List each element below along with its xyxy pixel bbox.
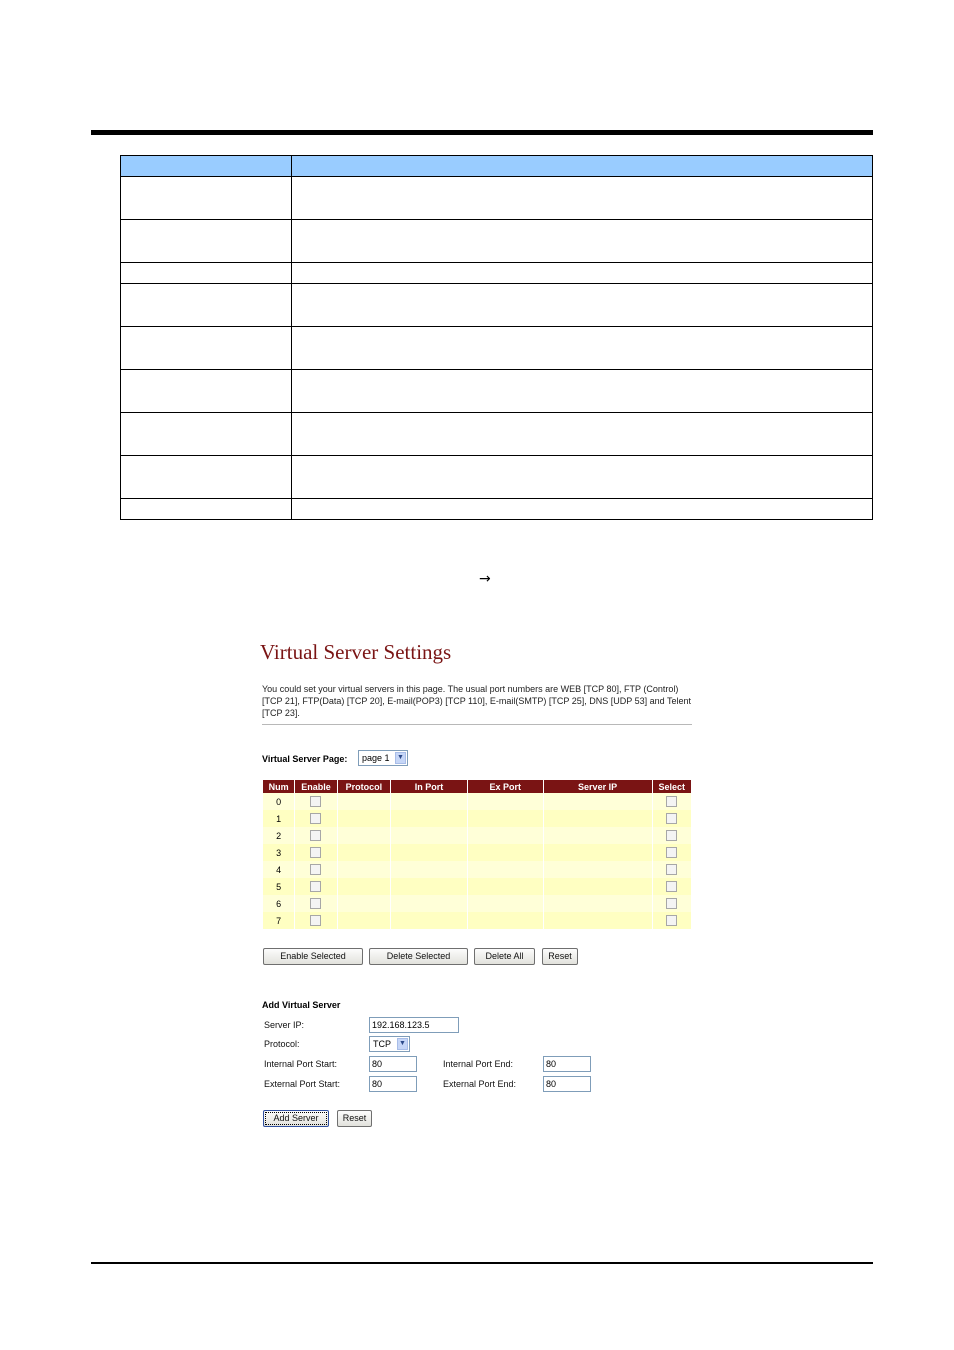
top-rule xyxy=(91,130,873,135)
ex-port-cell xyxy=(468,793,543,810)
select-checkbox-cell xyxy=(653,810,691,827)
protocol-cell xyxy=(338,827,390,844)
description-table-header xyxy=(121,156,873,177)
server-ip-cell xyxy=(544,861,652,878)
external-port-start-input[interactable]: 80 xyxy=(369,1076,417,1092)
enable-checkbox-cell xyxy=(295,895,336,912)
bottom-rule xyxy=(91,1262,873,1264)
chevron-down-icon[interactable]: ▼ xyxy=(397,1038,408,1050)
ex-port-cell xyxy=(468,912,543,929)
select-checkbox[interactable] xyxy=(666,881,677,892)
external-port-end-input[interactable]: 80 xyxy=(543,1076,591,1092)
table-row xyxy=(121,177,873,220)
enable-checkbox-cell xyxy=(295,827,336,844)
enable-checkbox-cell xyxy=(295,793,336,810)
internal-port-start-input[interactable]: 80 xyxy=(369,1056,417,1072)
col-header-protocol: Protocol xyxy=(338,780,390,793)
row-label xyxy=(121,499,292,520)
server-ip-label: Server IP: xyxy=(264,1020,305,1030)
row-description xyxy=(292,284,873,327)
in-port-cell xyxy=(391,810,467,827)
enable-checkbox[interactable] xyxy=(310,796,321,807)
table-row xyxy=(263,878,691,895)
internal-port-end-input[interactable]: 80 xyxy=(543,1056,591,1072)
select-checkbox[interactable] xyxy=(666,796,677,807)
virtual-server-table xyxy=(262,780,692,929)
table-row xyxy=(121,284,873,327)
row-num: 4 xyxy=(263,861,294,878)
in-port-cell xyxy=(391,878,467,895)
ex-port-cell xyxy=(468,810,543,827)
col-header-select: Select xyxy=(653,780,691,793)
reset-form-button[interactable]: Reset xyxy=(337,1110,372,1127)
protocol-select[interactable] xyxy=(369,1036,410,1052)
enable-checkbox[interactable] xyxy=(310,847,321,858)
protocol-select-value: TCP xyxy=(373,1039,391,1049)
protocol-cell xyxy=(338,844,390,861)
divider xyxy=(262,724,692,725)
virtual-server-panel xyxy=(258,640,698,1140)
in-port-cell xyxy=(391,912,467,929)
row-description xyxy=(292,327,873,370)
server-ip-cell xyxy=(544,878,652,895)
server-ip-cell xyxy=(544,793,652,810)
internal-port-start-label: Internal Port Start: xyxy=(264,1059,338,1069)
add-virtual-server-heading: Add Virtual Server xyxy=(262,1000,341,1010)
ex-port-cell xyxy=(468,844,543,861)
delete-all-button[interactable]: Delete All xyxy=(474,948,535,965)
server-ip-cell xyxy=(544,827,652,844)
protocol-cell xyxy=(338,878,390,895)
chevron-down-icon[interactable]: ▼ xyxy=(395,752,406,764)
row-num: 0 xyxy=(263,793,294,810)
row-label xyxy=(121,177,292,220)
protocol-cell xyxy=(338,912,390,929)
row-label xyxy=(121,456,292,499)
delete-selected-button[interactable]: Delete Selected xyxy=(369,948,468,965)
select-checkbox[interactable] xyxy=(666,898,677,909)
row-num: 7 xyxy=(263,912,294,929)
row-description xyxy=(292,263,873,284)
enable-checkbox-cell xyxy=(295,844,336,861)
select-checkbox-cell xyxy=(653,861,691,878)
enable-selected-button[interactable]: Enable Selected xyxy=(263,948,363,965)
table-row xyxy=(121,327,873,370)
table-row xyxy=(121,220,873,263)
in-port-cell xyxy=(391,844,467,861)
table-row xyxy=(121,456,873,499)
reset-table-button[interactable]: Reset xyxy=(542,948,578,965)
select-checkbox[interactable] xyxy=(666,813,677,824)
table-header-row xyxy=(263,780,691,793)
row-num: 5 xyxy=(263,878,294,895)
protocol-label: Protocol: xyxy=(264,1039,300,1049)
select-checkbox[interactable] xyxy=(666,915,677,926)
enable-checkbox[interactable] xyxy=(310,830,321,841)
protocol-cell xyxy=(338,810,390,827)
server-ip-cell xyxy=(544,810,652,827)
enable-checkbox-cell xyxy=(295,912,336,929)
protocol-cell xyxy=(338,861,390,878)
select-checkbox[interactable] xyxy=(666,847,677,858)
row-label xyxy=(121,220,292,263)
select-checkbox-cell xyxy=(653,895,691,912)
row-label xyxy=(121,370,292,413)
description-table xyxy=(120,155,873,520)
enable-checkbox[interactable] xyxy=(310,813,321,824)
page-selector-label: Virtual Server Page: xyxy=(262,754,348,764)
external-port-start-label: External Port Start: xyxy=(264,1079,341,1089)
row-label xyxy=(121,413,292,456)
select-checkbox-cell xyxy=(653,912,691,929)
table-row xyxy=(263,810,691,827)
protocol-cell xyxy=(338,895,390,912)
arrow-icon: → xyxy=(479,571,491,587)
col-header-in-port: In Port xyxy=(391,780,467,793)
enable-checkbox-cell xyxy=(295,878,336,895)
select-checkbox-cell xyxy=(653,844,691,861)
in-port-cell xyxy=(391,895,467,912)
table-row xyxy=(121,263,873,284)
page-title: Virtual Server Settings xyxy=(260,640,452,664)
enable-checkbox[interactable] xyxy=(310,898,321,909)
external-port-end-label: External Port End: xyxy=(443,1079,517,1089)
protocol-cell xyxy=(338,793,390,810)
ex-port-cell xyxy=(468,878,543,895)
row-description xyxy=(292,499,873,520)
row-description xyxy=(292,413,873,456)
add-server-button[interactable]: Add Server xyxy=(263,1110,329,1127)
row-num: 3 xyxy=(263,844,294,861)
in-port-cell xyxy=(391,793,467,810)
server-ip-cell xyxy=(544,895,652,912)
enable-checkbox[interactable] xyxy=(310,864,321,875)
row-num: 6 xyxy=(263,895,294,912)
row-description xyxy=(292,456,873,499)
row-label xyxy=(121,327,292,370)
header-cell xyxy=(292,156,873,177)
header-cell xyxy=(121,156,292,177)
select-checkbox-cell xyxy=(653,878,691,895)
row-num: 2 xyxy=(263,827,294,844)
server-ip-input[interactable]: 192.168.123.5 xyxy=(369,1017,459,1033)
internal-port-end-label: Internal Port End: xyxy=(443,1059,514,1069)
table-row xyxy=(263,861,691,878)
row-description xyxy=(292,370,873,413)
col-header-num: Num xyxy=(263,780,294,793)
col-header-server-ip: Server IP xyxy=(544,780,652,793)
ex-port-cell xyxy=(468,895,543,912)
enable-checkbox[interactable] xyxy=(310,915,321,926)
page-select-value: page 1 xyxy=(362,753,390,763)
row-description xyxy=(292,220,873,263)
table-row xyxy=(263,793,691,810)
table-row xyxy=(121,370,873,413)
intro-text: You could set your virtual servers in this page. The usual port numbers are WEB [TCP 80], FTP (Control) [TCP 21], FTP(Data) [TCP 20], E-mail(POP3) [TCP 110], E-mail(SMTP) [TCP 25], DNS [UDP 53] and Telent [TCP 23]. xyxy=(262,684,691,718)
select-checkbox[interactable] xyxy=(666,830,677,841)
server-ip-cell xyxy=(544,912,652,929)
row-description xyxy=(292,177,873,220)
ex-port-cell xyxy=(468,861,543,878)
enable-checkbox-cell xyxy=(295,861,336,878)
page-select[interactable] xyxy=(358,750,408,766)
table-row xyxy=(121,413,873,456)
select-checkbox-cell xyxy=(653,827,691,844)
in-port-cell xyxy=(391,827,467,844)
enable-checkbox-cell xyxy=(295,810,336,827)
table-row xyxy=(263,912,691,929)
table-row xyxy=(121,499,873,520)
ex-port-cell xyxy=(468,827,543,844)
row-label xyxy=(121,263,292,284)
select-checkbox-cell xyxy=(653,793,691,810)
server-ip-cell xyxy=(544,844,652,861)
table-row xyxy=(263,827,691,844)
col-header-enable: Enable xyxy=(295,780,336,793)
enable-checkbox[interactable] xyxy=(310,881,321,892)
table-row xyxy=(263,844,691,861)
in-port-cell xyxy=(391,861,467,878)
table-row xyxy=(263,895,691,912)
col-header-ex-port: Ex Port xyxy=(468,780,543,793)
select-checkbox[interactable] xyxy=(666,864,677,875)
row-num: 1 xyxy=(263,810,294,827)
row-label xyxy=(121,284,292,327)
